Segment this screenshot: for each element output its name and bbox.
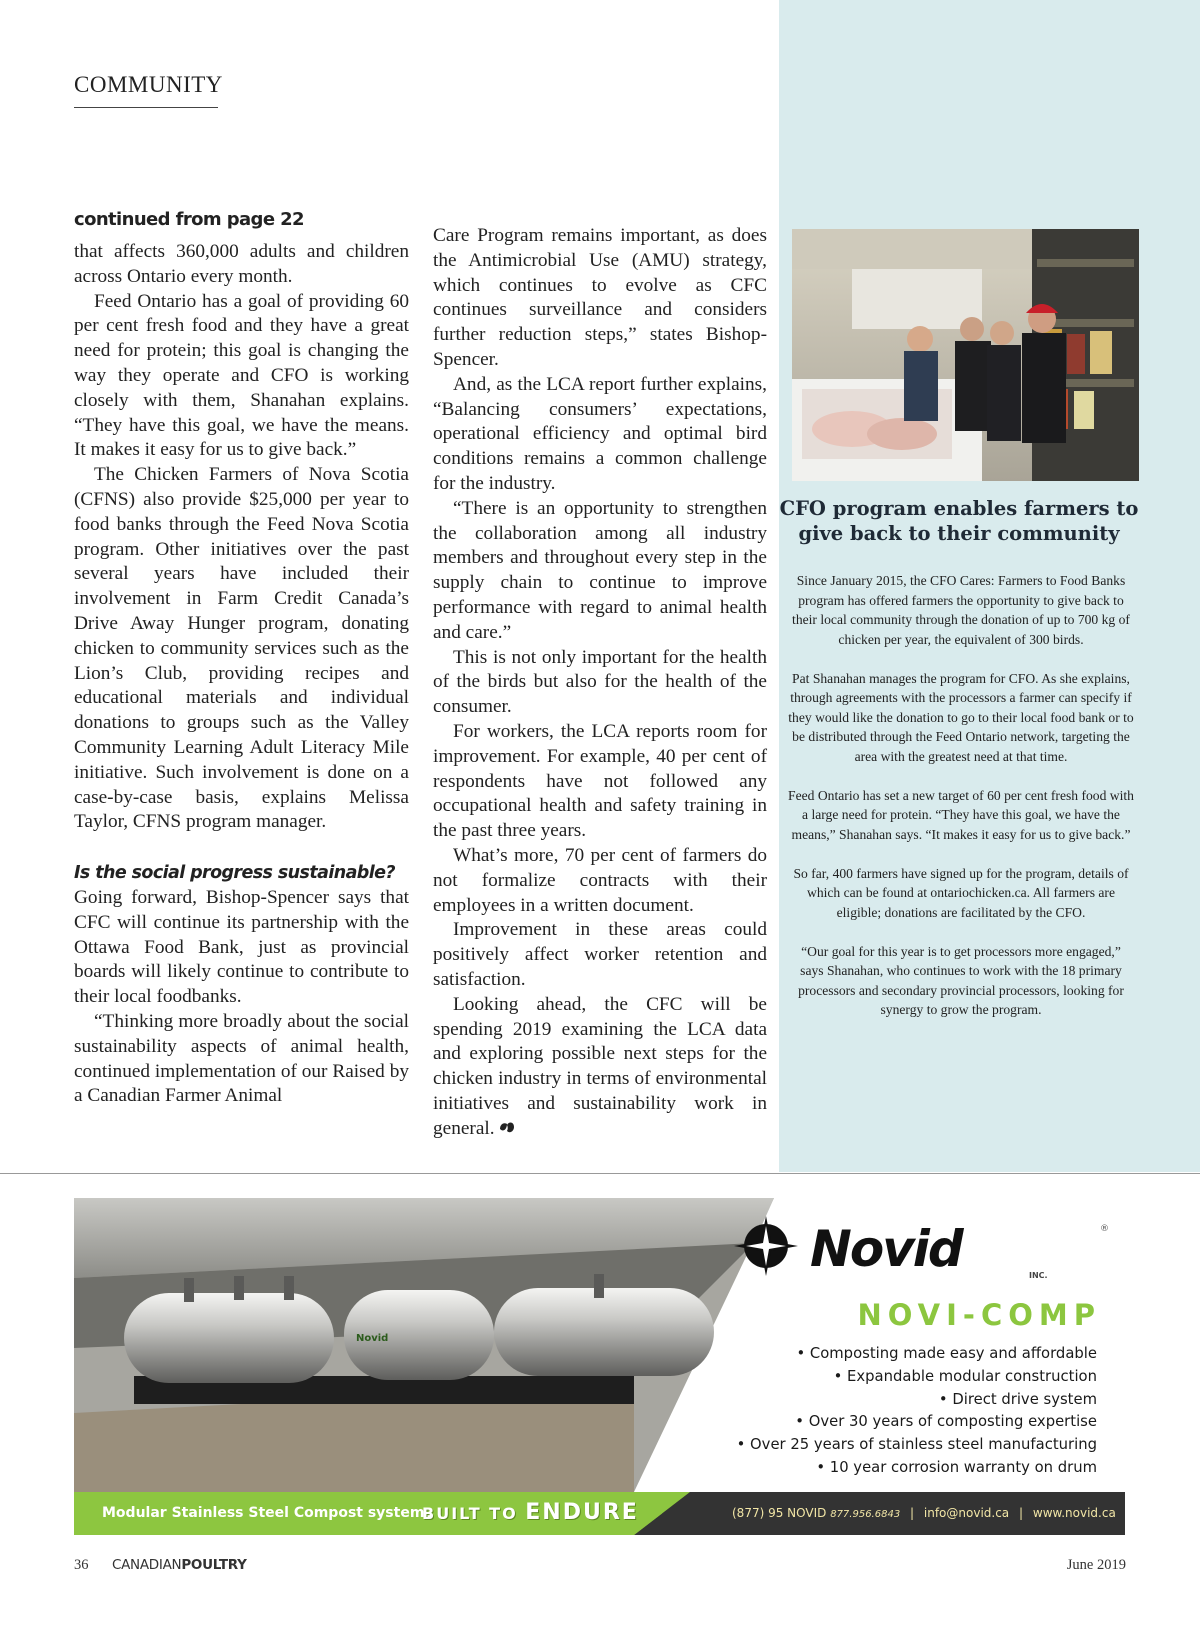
bar-slant bbox=[634, 1492, 690, 1535]
magazine-name-light: CANADIAN bbox=[112, 1557, 182, 1573]
ad-divider bbox=[0, 1173, 1200, 1174]
slogan-part-2: ENDURE bbox=[525, 1500, 639, 1525]
article-subheading: Is the social progress sustainable? bbox=[74, 863, 395, 884]
magazine-name-bold: POULTRY bbox=[181, 1557, 247, 1573]
feature-item: • 10 year corrosion warranty on drum bbox=[816, 1458, 1097, 1476]
feature-item: • Over 25 years of stainless steel manufacturing bbox=[736, 1436, 1097, 1454]
sidebar-panel bbox=[779, 0, 1200, 1172]
article-paragraph: The Chicken Farmers of Nova Scotia (CFNS) also provide $25,000 per year to food banks through the Feed Nova Scotia program. Other initiatives over the past several years have included their involvement in Farm Credit Canada’s Drive Away Hunger program, donating chicken to community services such as the Lion’s Club, providing recipes and educational materials and individual donations to groups such as the Valley Community Learning Adult Literacy Mile initiative. Such involvement is done on a case-by-case basis, explains Melissa Taylor, CFNS program manager. bbox=[74, 464, 409, 833]
magazine-name bbox=[112, 1557, 247, 1573]
article-paragraph: For workers, the LCA reports room for improvement. For example, 40 per cent of respondents have not followed any occupational health and safety training in the past three years. bbox=[433, 720, 767, 842]
article-paragraph-text: Looking ahead, the CFC will be spending 2019 examining the LCA data and exploring possible next steps for the chicken industry in terms of environmental initiatives and sustainability work in general. bbox=[433, 993, 767, 1139]
article-column-1 bbox=[74, 208, 409, 1109]
feature-list bbox=[737, 1343, 1097, 1480]
sidebar-paragraph: So far, 400 farmers have signed up for the program, details of which can be found at ontariochicken.ca. All farmers are eligible; donations are facilitated by the CFO. bbox=[793, 865, 1129, 920]
sidebar-paragraph: Feed Ontario has set a new target of 60 per cent fresh food with a large need for protein. “They have this goal, we have the means,” Shanahan says. “It makes it easy for us to give back.” bbox=[788, 787, 1134, 842]
product-name: NOVI-COMP bbox=[857, 1298, 1101, 1332]
sidebar-title: CFO program enables farmers to give back to their community bbox=[779, 497, 1139, 545]
article-paragraph: And, as the LCA report further explains, “Balancing consumers’ expectations, operational efficiency and optimal bird conditions remains a common challenge for the industry. bbox=[433, 373, 767, 494]
phone-alt[interactable]: 877.956.6843 bbox=[830, 1509, 901, 1520]
website-link[interactable]: www.novid.ca bbox=[1032, 1506, 1116, 1520]
novid-advertisement[interactable] bbox=[74, 1198, 1125, 1535]
slogan-part-1: BUILT TO bbox=[422, 1504, 518, 1523]
drum-label: Novid bbox=[356, 1333, 389, 1344]
article-column-2 bbox=[433, 224, 767, 1141]
article-paragraph: “Thinking more broadly about the social sustainability aspects of animal health, continued implementation of our Raised by a Canadian Farmer Animal bbox=[74, 1010, 409, 1107]
novid-inc: INC. bbox=[1029, 1271, 1048, 1280]
article-paragraph: Going forward, Bishop-Spencer says that CFC will continue its partnership with the Ottawa Food Bank, just as provincial boards will likely continue to contribute to their local foodbanks. bbox=[74, 886, 409, 1008]
feature-item: • Direct drive system bbox=[938, 1390, 1097, 1408]
sidebar-paragraph: “Our goal for this year is to get processors more engaged,” says Shanahan, who continues to work with the 18 primary processors and secondary provincial processors, looking for synergy to grow the program. bbox=[798, 943, 1124, 1017]
article-paragraph: This is not only important for the health of the birds but also for the health of the consumer. bbox=[433, 646, 767, 718]
article-paragraph: What’s more, 70 per cent of farmers do not formalize contracts with their employees in a written document. bbox=[433, 844, 767, 916]
novid-logo bbox=[734, 1216, 1114, 1286]
photo-food-bank-visit bbox=[792, 229, 1139, 481]
story-end-icon bbox=[499, 1121, 515, 1135]
feature-item: • Composting made easy and affordable bbox=[796, 1345, 1097, 1362]
feature-item: • Expandable modular construction bbox=[833, 1367, 1097, 1385]
section-label: COMMUNITY bbox=[74, 72, 223, 97]
page-number: 36 bbox=[74, 1557, 89, 1573]
article-paragraph: Feed Ontario has a goal of providing 60 per cent fresh food and they have a great need for protein; this goal is changing the way they operate and CFO is working closely with them, Shanahan explains. “They have this goal, we have the means. It makes it easy for us to give back.” bbox=[74, 290, 409, 461]
separator: | bbox=[910, 1506, 915, 1520]
registered-mark: ® bbox=[1100, 1224, 1109, 1234]
article-paragraph: “There is an opportunity to strengthen the collaboration among all industry members and throughout every step in the supply chain to continue to improve performance with regard to animal health and care.” bbox=[433, 497, 767, 643]
novid-wordmark: Novid bbox=[810, 1220, 962, 1278]
ad-contact bbox=[732, 1506, 1116, 1520]
sidebar-paragraph: Pat Shanahan manages the program for CFO. As she explains, through agreements with the processors a farmer can specify if they would like the donation to go to their local food bank or to be distributed through the Feed Ontario network, targeting the area with the greatest need at that time. bbox=[788, 670, 1134, 764]
article-paragraph-final bbox=[433, 993, 767, 1142]
continued-from-label: continued from page 22 bbox=[74, 209, 304, 230]
section-divider bbox=[74, 107, 218, 108]
phone-link[interactable]: (877) 95 NOVID bbox=[732, 1506, 827, 1520]
email-link[interactable]: info@novid.ca bbox=[923, 1506, 1010, 1520]
sidebar-paragraph: Since January 2015, the CFO Cares: Farmers to Food Banks program has offered farmers the opportunity to give back to their local community through the donation of up to 700 kg of chicken per year, the equivalent of 300 birds. bbox=[792, 573, 1130, 647]
feature-item: • Over 30 years of composting expertise bbox=[795, 1413, 1097, 1431]
article-paragraph: that affects 360,000 adults and children across Ontario every month. bbox=[74, 241, 409, 287]
sidebar-photo bbox=[792, 229, 1139, 481]
ad-tagline: Modular Stainless Steel Compost systems bbox=[102, 1505, 433, 1521]
issue-date: June 2019 bbox=[1066, 1557, 1126, 1573]
article-paragraph: Improvement in these areas could positively affect worker retention and satisfaction. bbox=[433, 919, 767, 990]
compass-star-icon bbox=[734, 1216, 798, 1276]
separator: | bbox=[1019, 1506, 1024, 1520]
ad-slogan bbox=[422, 1500, 639, 1525]
sidebar-body bbox=[788, 571, 1134, 1039]
article-paragraph: Care Program remains important, as does the Antimicrobial Use (AMU) strategy, which continues to evolve as CFC continues surveillance and considers further reduction steps,” states Bishop-Spencer. bbox=[433, 225, 767, 370]
